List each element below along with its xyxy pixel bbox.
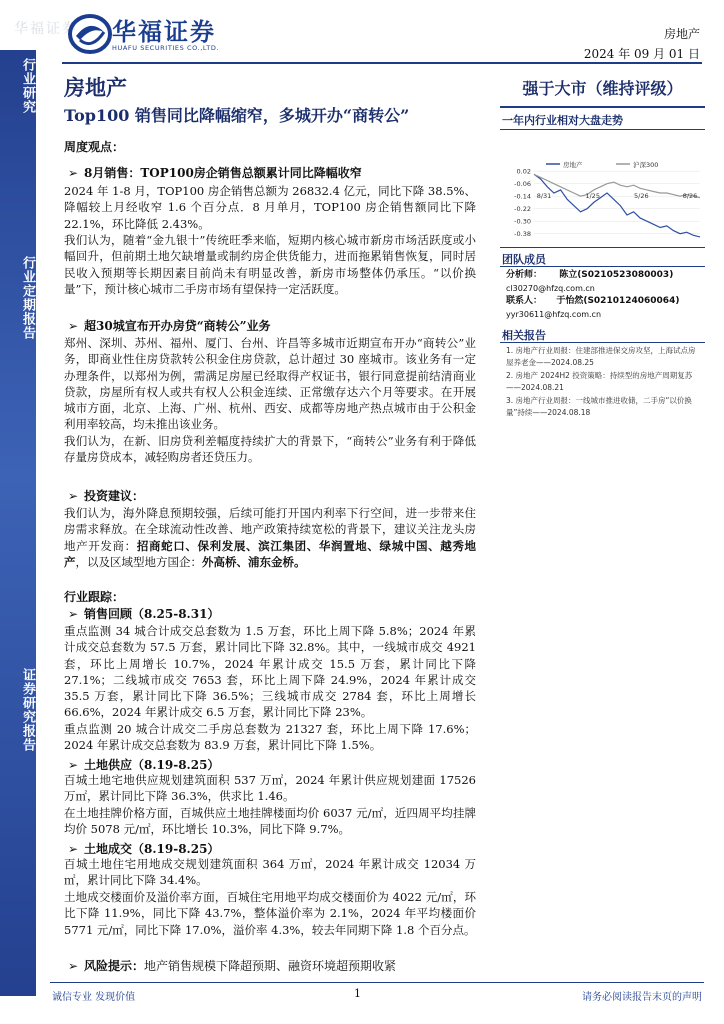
- header-divider: [62, 62, 702, 64]
- x-tick-label: 1/25: [585, 192, 600, 200]
- paragraph-sales-review: 重点监测 34 城合计成交总套数为 1.5 万套，环比上周下降 5.8%；2024 年累计成交总套数为 57.5 万套，累计同比下降 32.8%。其中，一线城市成交 4921 套，环比上周增长 10.7%，2024 年累计成交 15.5 万套，累计同比下降 27.1%；二线城市成交 7653 套，环比上周下降 24.9%，2024 年累计成交 35.5 万套，累计同比下降 36.5%；三线城市成交 2784 套，环比上周增长 66.6%，2024 年累计成交 6.5 万套，累计同比下降 23%。: [64, 624, 476, 720]
- y-tick-label: -0.30: [514, 217, 531, 226]
- y-tick-label: -0.38: [514, 230, 531, 239]
- paragraph-secondhand: 重点监测 20 城合计成交二手房总套数为 21327 套，环比上周下降 17.6%；2024 年累计成交总套数为 83.9 万套，累计同比下降 1.5%。: [64, 722, 476, 753]
- y-tick-label: -0.22: [514, 205, 531, 214]
- sidebar-label-periodic-report: 行业定期报告: [20, 256, 35, 340]
- paragraph-sales-view: 我们认为，随着“金九银十”传统旺季来临，短期内核心城市新房市场活跃度或小幅回升，但前期土地欠缺增量或制约房企供货能力，进而拖累销售恢复，同时居民收入预期等长期因素目前尚未有明显改善，新房市场整体仍承压。“以价换量”下，预计核心城市二手房市场有望保持一定活跃度。: [64, 233, 476, 296]
- page-number: 1: [354, 987, 361, 1000]
- x-tick-label: 8/26: [682, 192, 698, 200]
- section-head-sales-review: ➢ 销售回顾（8.25-8.31）: [68, 607, 220, 621]
- section-head-investment: ➢ 投资建议：: [68, 489, 145, 503]
- report-title: Top100 销售同比降幅缩窄，多城开办“商转公”: [64, 106, 410, 125]
- footer-slogan: 诚信专业 发现价值: [52, 992, 136, 1003]
- relative-performance-chart: [504, 160, 706, 258]
- team-divider: [500, 266, 705, 267]
- arrow-icon: ➢: [68, 758, 79, 772]
- watermark: 华福证券: [14, 21, 78, 37]
- risk-warning: ➢ 风险提示：地产销售规模下降超预期、融资环境超预期收紧: [68, 959, 397, 973]
- contact: 联系人： 于怡然(S0210124060064): [506, 296, 680, 306]
- arrow-icon: ➢: [68, 166, 79, 180]
- related-report-3[interactable]: 3. 房地产行业周报：一线城市推进收储，二手房“以价换量”持续——2024.08.18: [506, 396, 692, 417]
- analyst: 分析师： 陈立(S0210523080003): [506, 270, 674, 280]
- paragraph-land-supply: 百城土地宅地供应规划建筑面积 537 万㎡，2024 年累计供应规划建面 17526 万㎡，累计同比下降 36.3%，供求比 1.46。: [64, 773, 476, 804]
- rating-label: 强于大市（维持评级）: [522, 79, 683, 98]
- related-report-1[interactable]: 1. 房地产行业周报：住建部推进保交房攻坚，上海试点房屋养老金——2024.08.25: [506, 346, 696, 367]
- recommended-stocks: 招商蛇口、保利发展、滨江集团、华润置地、绿城中国、越秀地产: [64, 538, 477, 569]
- arrow-icon: ➢: [68, 489, 79, 503]
- arrow-icon: ➢: [68, 607, 79, 621]
- arrow-icon: ➢: [68, 319, 79, 333]
- recommended-soe-stocks: 外高桥、浦东金桥。: [202, 554, 306, 569]
- section-head-land-deal: ➢ 土地成交（8.19-8.25）: [68, 842, 220, 856]
- series-line: [534, 174, 700, 197]
- x-tick-label: 5/26: [634, 192, 649, 200]
- contact-email[interactable]: yyr30611@hfzq.com.cn: [506, 310, 602, 319]
- brand-name-en: HUAFU SECURITIES CO.,LTD.: [112, 44, 220, 52]
- paragraph-land-deal: 百城土地住宅用地成交规划建筑面积 364 万㎡，2024 年累计成交 12034 万㎡，累计同比下降 34.4%。: [64, 857, 476, 888]
- sector-title: 房地产: [64, 75, 127, 100]
- y-tick-label: -0.14: [514, 192, 531, 201]
- header-date: 2024 年 09 月 01 日: [583, 47, 700, 61]
- section-head-land-supply: ➢ 土地供应（8.19-8.25）: [68, 758, 220, 772]
- related-divider: [500, 342, 705, 343]
- section-head-sales: ➢ 8月销售：TOP100房企销售总额累计同比降幅收窄: [68, 166, 362, 180]
- analyst-email[interactable]: cl30270@hfzq.com.cn: [506, 284, 595, 293]
- paragraph-land-premium: 土地成交楼面价及溢价率方面，百城住宅用地平均成交楼面价为 4022 元/㎡，环比下降 11.9%，同比下降 43.7%，整体溢价率为 2.1%，2024 年平均楼面价 5771 元/㎡，同比下降 17.0%，溢价率 4.3%，较去年同期下降 1.8 个百分点。: [64, 890, 476, 937]
- paragraph-loan-conversion: 郑州、深圳、苏州、福州、厦门、台州、许昌等多城市近期宣布开办“商转公”业务，即商业性住房贷款转公积金住房贷款，总计超过 30 座城市。该业务有一定办理条件，以郑州为例，需满足房屋已经取得产权证书，银行同意提前结清商业贷款，房屋所有权人或共有权人公积金连续、正常缴存达六个月等要求。在开展城市方面，北京、上海、广州、杭州、西安、成都等房地产热点城市由于公积金利用率较高，均未推出该业务。: [64, 336, 476, 432]
- paragraph-loan-view: 我们认为，在新、旧房贷利差幅度持续扩大的背景下，“商转公”业务有利于降低存量房贷成本，减轻购房者还贷压力。: [64, 434, 476, 465]
- chart-title-divider: [500, 129, 705, 130]
- related-reports-title: 相关报告: [502, 329, 546, 342]
- header-sector: 房地产: [663, 27, 700, 41]
- sidebar: [0, 50, 36, 996]
- footer-divider: [50, 982, 704, 983]
- brand-name: 华福证券: [112, 18, 216, 46]
- arrow-icon: ➢: [68, 959, 79, 973]
- sidebar-label-securities-report: 证券研究报告: [20, 668, 35, 752]
- chart-bottom-divider: [500, 247, 705, 248]
- y-tick-label: 0.02: [516, 167, 531, 176]
- team-title: 团队成员: [502, 253, 546, 266]
- rating-divider: [500, 106, 705, 108]
- sidebar-label-industry-research: 行业研究: [20, 58, 35, 114]
- arrow-icon: ➢: [68, 842, 79, 856]
- paragraph-sales-data: 2024 年 1-8 月，TOP100 房企销售总额为 26832.4 亿元，同比下降 38.5%、降幅较上月经收窄 1.6 个百分点．8 月单月，TOP100 房企销售额同比下降 22.1%，环比降低 2.43%。: [64, 184, 476, 231]
- industry-tracking-title: 行业跟踪：: [64, 590, 125, 604]
- related-report-2[interactable]: 2. 房地产 2024H2 投资策略：持续型的房地产周期复苏——2024.08.21: [506, 371, 693, 392]
- legend-label: 房地产: [563, 161, 583, 169]
- legend-label: 沪深300: [633, 161, 659, 169]
- weekly-view-label: 周度观点：: [64, 140, 125, 154]
- paragraph-investment: 我们认为，海外降息预期较强，后续可能打开国内利率下行空间，进一步带来住房需求释放。在全球流动性改善、地产政策持续宽松的背景下，建议关注龙头房地产开发商：招商蛇口、保利发展、滨江集团、华润置地、绿城中国、越秀地产，以及区域型地方国企：外高桥、浦东金桥。: [64, 506, 477, 569]
- chart-title: 一年内行业相对大盘走势: [502, 114, 623, 127]
- x-tick-label: 8/31: [536, 192, 552, 200]
- y-tick-label: -0.06: [514, 180, 531, 189]
- paragraph-land-price: 在土地挂牌价格方面，百城供应土地挂牌楼面均价 6037 元/㎡，近四周平均挂牌均价 5078 元/㎡，环比增长 10.3%，同比下降 9.7%。: [64, 806, 476, 837]
- section-head-loan-conversion: ➢ 超30城宣布开办房贷“商转公”业务: [68, 319, 271, 333]
- footer-disclaimer: 请务必阅读报告末页的声明: [582, 992, 702, 1003]
